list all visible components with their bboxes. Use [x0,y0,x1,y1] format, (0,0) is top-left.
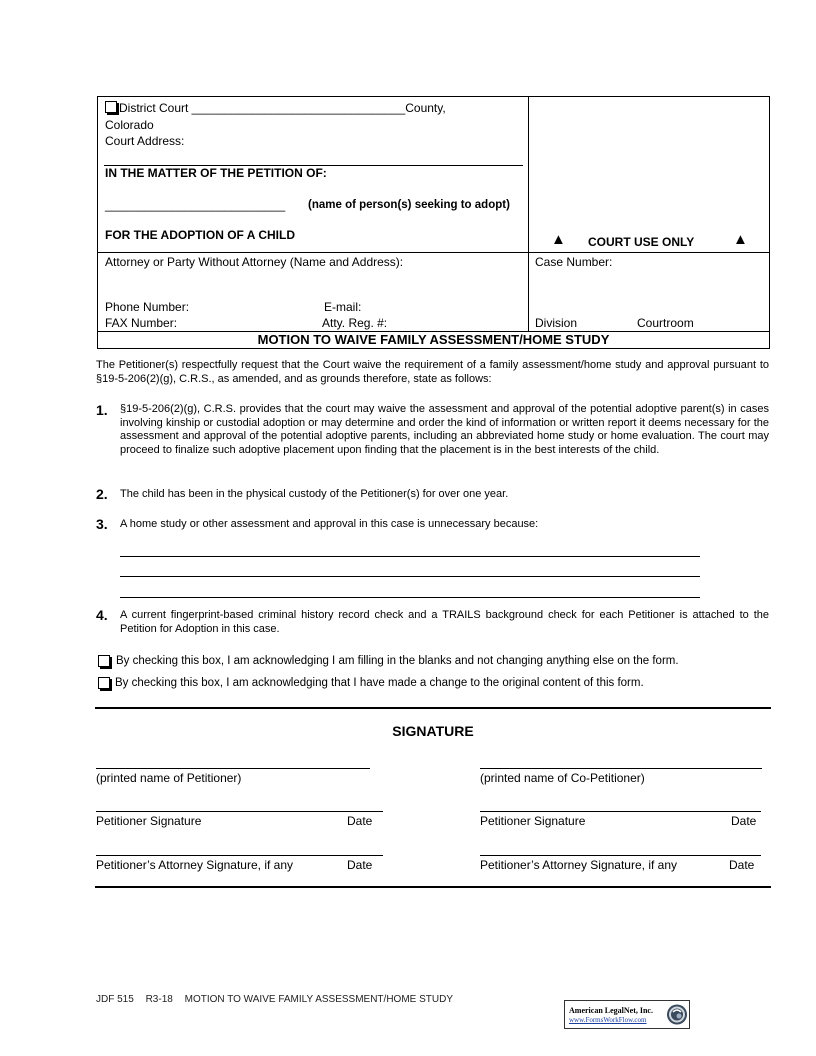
attorney-label: Attorney or Party Without Attorney (Name and Address): [105,255,404,269]
item-number: 1. [96,402,108,418]
footer-rev: R3-18 [145,994,173,1005]
email-label: E-mail: [324,300,362,314]
intro-paragraph: The Petitioner(s) respectfully request that the Court waive the requirement of a family assessment/home study and approval pursuant to §19-5-206(2)(g), C.R.S., as amended, and as grounds therefore, state as follows: [96,359,769,385]
matter-heading: IN THE MATTER OF THE PETITION OF: [105,166,327,180]
petitioner-signature-line[interactable] [96,811,383,812]
item-number: 4. [96,607,108,623]
item-text: A home study or other assessment and approval in this case is unnecessary because: [120,518,539,530]
reason-line[interactable] [120,597,700,598]
petitioner-hint: (name of person(s) seeking to adopt) [308,199,510,211]
atty-reg-label: Atty. Reg. #: [322,316,388,330]
court-use-only: COURT USE ONLY [588,235,695,249]
petitioner-name-blank[interactable]: ___________________________ [105,198,286,212]
check-row [98,654,679,668]
attorney-signature-label: Petitioner’s Attorney Signature, if any [96,858,294,872]
footer [96,993,453,1007]
logo-line1: American LegalNet, Inc. [569,1006,653,1015]
petitioner-signature-label: Petitioner Signature [96,814,202,828]
attorney-signature-line[interactable] [96,855,383,856]
printed-petitioner-label: (printed name of Petitioner) [96,771,242,785]
court-line: District Court ________________________________County, [105,101,446,115]
courtroom-label: Courtroom [637,316,694,330]
caption-hline-1 [97,252,770,253]
copetitioner-signature-label: Petitioner Signature [480,814,586,828]
americanlegalnet-logo[interactable] [564,1000,690,1029]
footer-title: MOTION TO WAIVE FAMILY ASSESSMENT/HOME STUDY [184,994,453,1005]
globe-icon [666,1003,688,1026]
reason-line[interactable] [120,556,700,557]
co-attorney-signature-label: Petitioner’s Attorney Signature, if any [480,858,678,872]
no-change-checkbox[interactable] [98,655,110,667]
state-label: Colorado [105,118,154,132]
date-label: Date [731,814,757,828]
arrow-up-icon: ▲ [733,231,748,248]
date-label: Date [347,814,373,828]
printed-copetitioner-label: (printed name of Co-Petitioner) [480,771,645,785]
signature-bottom-rule [95,886,771,888]
printed-petitioner-line[interactable] [96,768,370,769]
changed-checkbox[interactable] [98,677,110,689]
item-number: 2. [96,486,108,502]
fax-label: FAX Number: [105,316,178,330]
footer-form-id: JDF 515 [96,994,134,1005]
caption-box [97,96,770,349]
reason-line[interactable] [120,576,700,577]
check-label: By checking this box, I am acknowledging that I have made a change to the original content of this form. [115,677,644,689]
item-text: A current fingerprint-based criminal history record check and a TRAILS background check for each Petitioner is attached to the Petition for Adoption in this case. [120,609,769,635]
logo-line2: www.FormsWorkFlow.com [569,1016,647,1024]
form-title: MOTION TO WAIVE FAMILY ASSESSMENT/HOME STUDY [257,332,610,347]
check-label: By checking this box, I am acknowledging I am filling in the blanks and not changing anything else on the form. [116,655,679,667]
caption-divider [528,96,529,332]
adoption-heading: FOR THE ADOPTION OF A CHILD [105,228,295,242]
copetitioner-signature-line[interactable] [480,811,761,812]
date-label: Date [347,858,373,872]
printed-copetitioner-line[interactable] [480,768,762,769]
district-court-checkbox[interactable] [105,101,117,113]
court-address-label: Court Address: [105,134,185,148]
division-label: Division [535,316,578,330]
co-attorney-signature-line[interactable] [480,855,761,856]
signature-heading: SIGNATURE [392,723,474,739]
signature-top-rule [95,707,771,709]
case-number-label: Case Number: [535,255,613,269]
item-number: 3. [96,516,108,532]
phone-label: Phone Number: [105,300,190,314]
check-row [98,676,644,690]
date-label: Date [729,858,755,872]
item-text: §19-5-206(2)(g), C.R.S. provides that the court may waive the assessment and approval of the potential adoptive parent(s) in cases involving kinship or custodial adoption or may determine and order the kind of information or written report it deems necessary for the assessment and approval of the potential adoptive parents, including an abbreviated home study or home evaluation. The court may proceed to finalize such adoptive placement upon finding that the placement is in the best interests of the child. [120,403,769,456]
item-text: The child has been in the physical custody of the Petitioner(s) for over one year. [120,488,509,500]
arrow-up-icon: ▲ [551,231,566,248]
